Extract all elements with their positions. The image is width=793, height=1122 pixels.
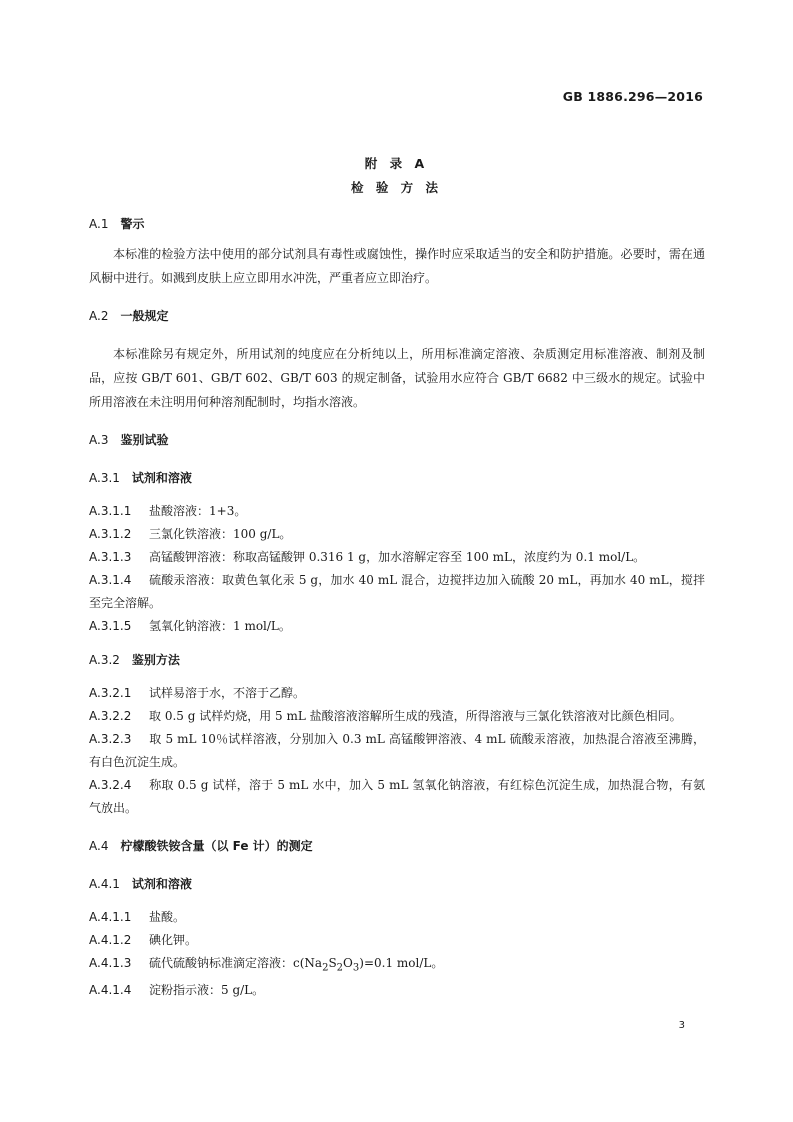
list-item — [89, 615, 705, 638]
item-number: A.4.1.4 — [89, 983, 132, 998]
section-title: 警示 — [120, 217, 145, 231]
section-title: 鉴别试验 — [120, 433, 169, 447]
list-item — [89, 569, 705, 615]
item-text: 称取 0.5 g 试样，溶于 5 mL 水中，加入 5 mL 氢氧化钠溶液，有红棕色沉淀生成，加热混合物，有氨气放出。 — [89, 778, 705, 815]
section-number: A.3.2 — [89, 653, 120, 667]
subsection-heading-a32 — [89, 648, 705, 672]
item-number: A.3.1.2 — [89, 527, 132, 541]
item-text: 盐酸。 — [149, 910, 186, 924]
item-text-formula — [149, 956, 444, 974]
item-text: 氢氧化钠溶液：1 mol/L。 — [149, 619, 291, 633]
list-item — [89, 952, 705, 979]
list-item — [89, 774, 705, 820]
item-number: A.3.1.5 — [89, 619, 132, 633]
list-item — [89, 728, 705, 774]
item-text: 取 0.5 g 试样灼烧，用 5 mL 盐酸溶液溶解所生成的残渣，所得溶液与三氯化铁溶液对比颜色相同。 — [149, 709, 682, 723]
item-text: 碘化钾。 — [149, 933, 198, 947]
list-item — [89, 546, 705, 569]
item-number: A.4.1.1 — [89, 910, 132, 924]
item-number: A.3.1.1 — [89, 504, 132, 518]
formula-subscript: 2 — [336, 962, 344, 974]
item-text: 硫酸汞溶液：取黄色氧化汞 5 g，加水 40 mL 混合，边搅拌边加入硫酸 20 mL，再加水 40 mL，搅拌至完全溶解。 — [89, 573, 705, 610]
item-number: A.3.1.4 — [89, 573, 132, 587]
formula-text: )=0.1 mol/L。 — [359, 956, 444, 970]
section-number: A.1 — [89, 217, 109, 231]
item-text: 取 5 mL 10％试样溶液，分别加入 0.3 mL 高锰酸钾溶液、4 mL 硫酸汞溶液，加热混合溶液至沸腾，有白色沉淀生成。 — [89, 732, 705, 769]
standard-number: GB 1886.296—2016 — [562, 89, 703, 104]
item-number: A.3.1.3 — [89, 550, 132, 564]
item-text: 三氯化铁溶液：100 g/L。 — [149, 527, 292, 541]
list-item — [89, 979, 705, 1002]
appendix-title: 附 录 A — [364, 156, 429, 171]
item-text: 高锰酸钾溶液：称取高锰酸钾 0.316 1 g，加水溶解定容至 100 mL，浓度约为 0.1 mol/L。 — [149, 550, 646, 564]
page-number: 3 — [678, 1020, 685, 1031]
appendix-heading — [0, 152, 793, 200]
section-title: 试剂和溶液 — [131, 877, 192, 891]
subsection-heading-a31 — [89, 466, 705, 490]
list-item — [89, 523, 705, 546]
section-number: A.3 — [89, 433, 109, 447]
item-number: A.3.2.1 — [89, 686, 132, 700]
section-title: 一般规定 — [120, 309, 169, 323]
section-number: A.4 — [89, 839, 109, 853]
item-number: A.3.2.4 — [89, 778, 132, 792]
section-heading-a3 — [89, 428, 705, 452]
item-number: A.4.1.2 — [89, 933, 132, 947]
list-item — [89, 929, 705, 952]
item-text: 试样易溶于水，不溶于乙醇。 — [149, 686, 306, 700]
section-heading-a1 — [89, 212, 705, 236]
paragraph-general-rules: 本标准除另有规定外，所用试剂的纯度应在分析纯以上，所用标准滴定溶液、杂质测定用标准溶液、制剂及制品，应按 GB/T 601、GB/T 602、GB/T 603 的规定制备，试验用水应符合 GB/T 6682 中三级水的规定。试验中所用溶液在未注明用何种溶剂配制时，均指水溶液。 — [89, 347, 705, 409]
item-number: A.4.1.3 — [89, 956, 132, 970]
paragraph-warning: 本标准的检验方法中使用的部分试剂具有毒性或腐蚀性，操作时应采取适当的安全和防护措施。必要时，需在通风橱中进行。如溅到皮肤上应立即用水冲洗，严重者应立即治疗。 — [89, 247, 705, 285]
list-item — [89, 705, 705, 728]
document-body — [89, 212, 705, 1002]
list-item — [89, 906, 705, 929]
subsection-heading-a41 — [89, 872, 705, 896]
section-heading-a2 — [89, 304, 705, 328]
section-number: A.4.1 — [89, 877, 120, 891]
formula-text: 硫代硫酸钠标准滴定溶液：c(Na — [149, 956, 323, 970]
section-title: 鉴别方法 — [131, 653, 180, 667]
list-item — [89, 500, 705, 523]
formula-text: S — [328, 956, 337, 970]
list-item — [89, 682, 705, 705]
section-number: A.2 — [89, 309, 109, 323]
item-number: A.3.2.2 — [89, 709, 132, 723]
appendix-subtitle: 检 验 方 法 — [350, 180, 443, 195]
formula-subscript: 2 — [322, 962, 329, 974]
formula-text: O — [343, 956, 353, 970]
item-number: A.3.2.3 — [89, 732, 132, 746]
formula-subscript: 3 — [352, 962, 360, 974]
section-number: A.3.1 — [89, 471, 120, 485]
item-text: 盐酸溶液：1+3。 — [149, 504, 247, 518]
section-heading-a4 — [89, 834, 705, 858]
section-title: 柠檬酸铁铵含量（以 Fe 计）的测定 — [120, 839, 313, 853]
item-text: 淀粉指示液：5 g/L。 — [149, 983, 265, 998]
section-title: 试剂和溶液 — [131, 471, 192, 485]
